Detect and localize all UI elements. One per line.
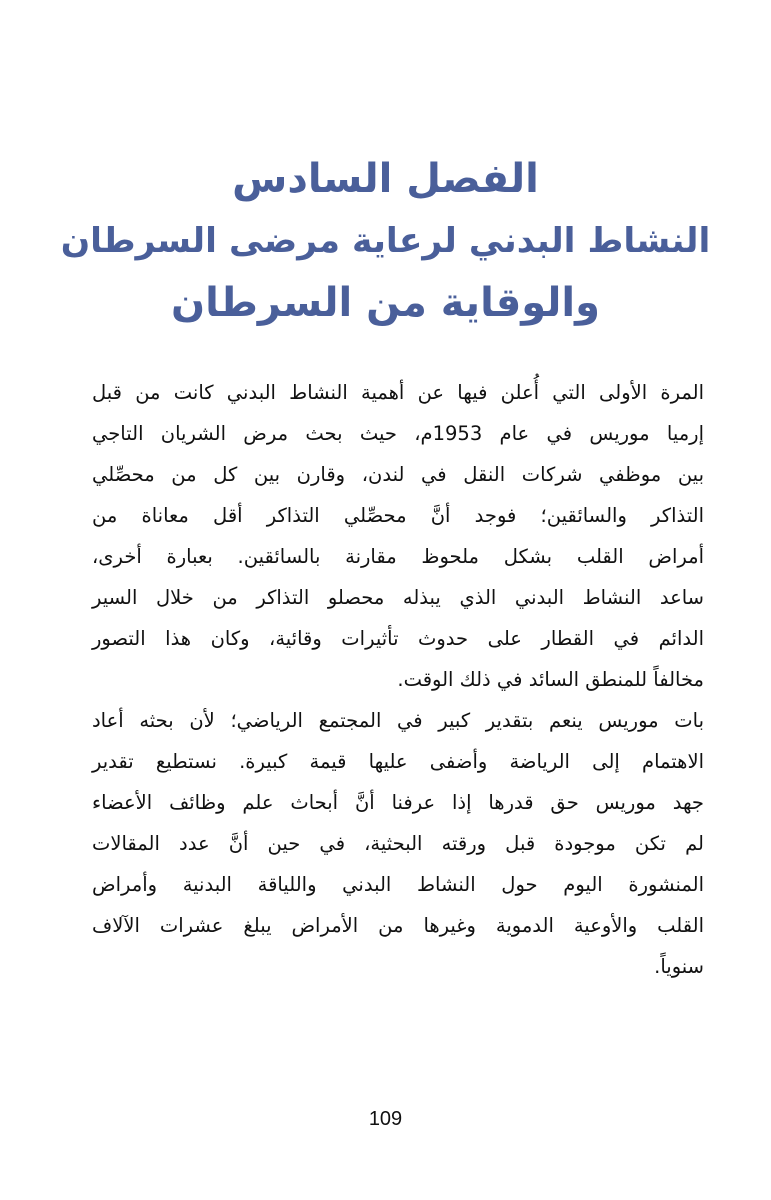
chapter-number-title: الفصل السادس: [232, 156, 539, 202]
text-line: المنشورة اليوم حول النشاط البدني واللياقة البدنية وأمراض: [92, 873, 704, 896]
body-text: [92, 372, 704, 987]
chapter-title-line-2: والوقاية من السرطان: [171, 280, 600, 326]
text-line: بين موظفي شركات النقل في لندن، وقارن بين كل من محصِّلي: [92, 463, 704, 486]
chapter-title-line-1: النشاط البدني لرعاية مرضى السرطان: [60, 221, 711, 261]
paragraph-1: [92, 372, 704, 700]
chapter-heading: [60, 148, 711, 334]
text-line: التذاكر والسائقين؛ فوجد أنَّ محصِّلي التذاكر أقل معاناة من: [92, 504, 704, 527]
text-line: مخالفاً للمنطق السائد في ذلك الوقت.: [397, 668, 704, 691]
text-line: إرميا موريس في عام 1953م، حيث بحث مرض الشريان التاجي: [92, 422, 704, 445]
text-line: المرة الأولى التي أُعلن فيها عن أهمية النشاط البدني كانت من قبل: [92, 381, 704, 404]
text-line: سنوياً.: [654, 955, 704, 978]
text-line: الاهتمام إلى الرياضة وأضفى عليها قيمة كبيرة. نستطيع تقدير: [92, 750, 704, 773]
text-line: لم تكن موجودة قبل ورقته البحثية، في حين أنَّ عدد المقالات: [92, 832, 704, 855]
text-line: بات موريس ينعم بتقدير كبير في المجتمع الرياضي؛ لأن بحثه أعاد: [92, 709, 704, 732]
text-line: ساعد النشاط البدني الذي يبذله محصلو التذاكر من خلال السير: [92, 586, 704, 609]
text-line: القلب والأوعية الدموية وغيرها من الأمراض يبلغ عشرات الآلاف: [92, 914, 704, 937]
paragraph-2: [92, 700, 704, 987]
text-line: أمراض القلب بشكل ملحوظ مقارنة بالسائقين. بعبارة أخرى،: [92, 545, 704, 568]
text-line: الدائم في القطار على حدوث تأثيرات وقائية، وكان هذا التصور: [92, 627, 704, 650]
page-number: 109: [368, 1108, 403, 1130]
text-line: جهد موريس حق قدرها إذا عرفنا أنَّ أبحاث علم وظائف الأعضاء: [92, 791, 704, 814]
